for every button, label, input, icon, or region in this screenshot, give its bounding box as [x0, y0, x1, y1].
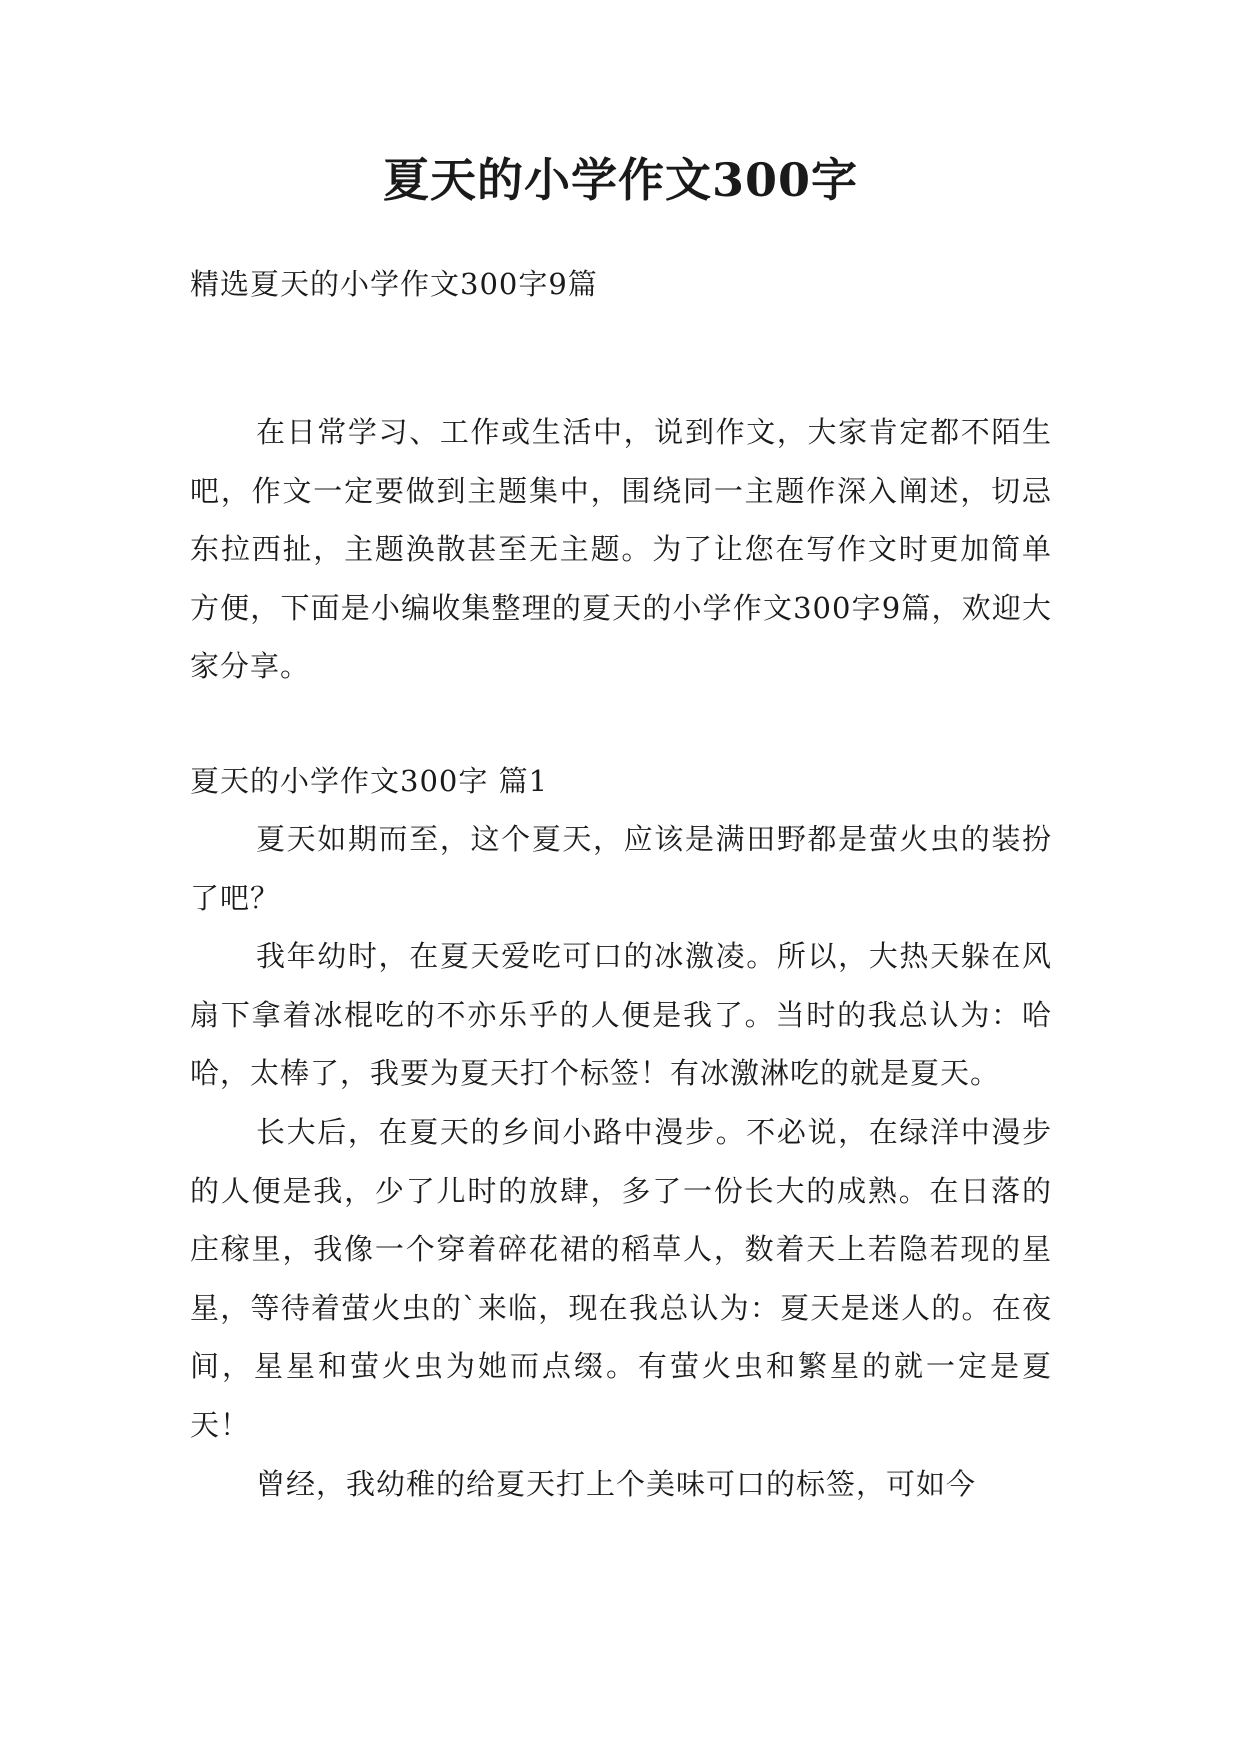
essay-paragraph-2: 我年幼时，在夏天爱吃可口的冰激凌。所以，大热天躲在风扇下拿着冰棍吃的不亦乐乎的人便是我了。当时的我总认为：哈哈，太棒了，我要为夏天打个标签！有冰激淋吃的就是夏天。 [190, 939, 1052, 1091]
section-heading: 夏天的小学作文300字 篇1 [190, 764, 549, 798]
essay-paragraph-1: 夏天如期而至，这个夏天，应该是满田野都是萤火虫的装扮了吧？ [190, 822, 1052, 915]
document-subtitle: 精选夏天的小学作文300字9篇 [190, 267, 598, 301]
intro-paragraph: 在日常学习、工作或生活中，说到作文，大家肯定都不陌生吧，作文一定要做到主题集中，围绕同一主题作深入阐述，切忌东拉西扯，主题涣散甚至无主题。为了让您在写作文时更加简单方便，下面是小编收集整理的夏天的小学作文300字9篇，欢迎大家分享。 [190, 415, 1052, 684]
essay-paragraph-3: 长大后，在夏天的乡间小路中漫步。不必说，在绿洋中漫步的人便是我，少了儿时的放肆，多了一份长大的成熟。在日落的庄稼里，我像一个穿着碎花裙的稻草人，数着天上若隐若现的星星，等待着萤火虫的`来临，现在我总认为：夏天是迷人的。在夜间，星星和萤火虫为她而点缀。有萤火虫和繁星的就一定是夏天！ [190, 1114, 1052, 1442]
essay-paragraph-4: 曾经，我幼稚的给夏天打上个美味可口的标签，可如今 [256, 1466, 977, 1501]
document-title: 夏天的小学作文300字 [382, 153, 859, 207]
intro-section [190, 403, 1052, 696]
essay-section-1 [190, 752, 1052, 1513]
